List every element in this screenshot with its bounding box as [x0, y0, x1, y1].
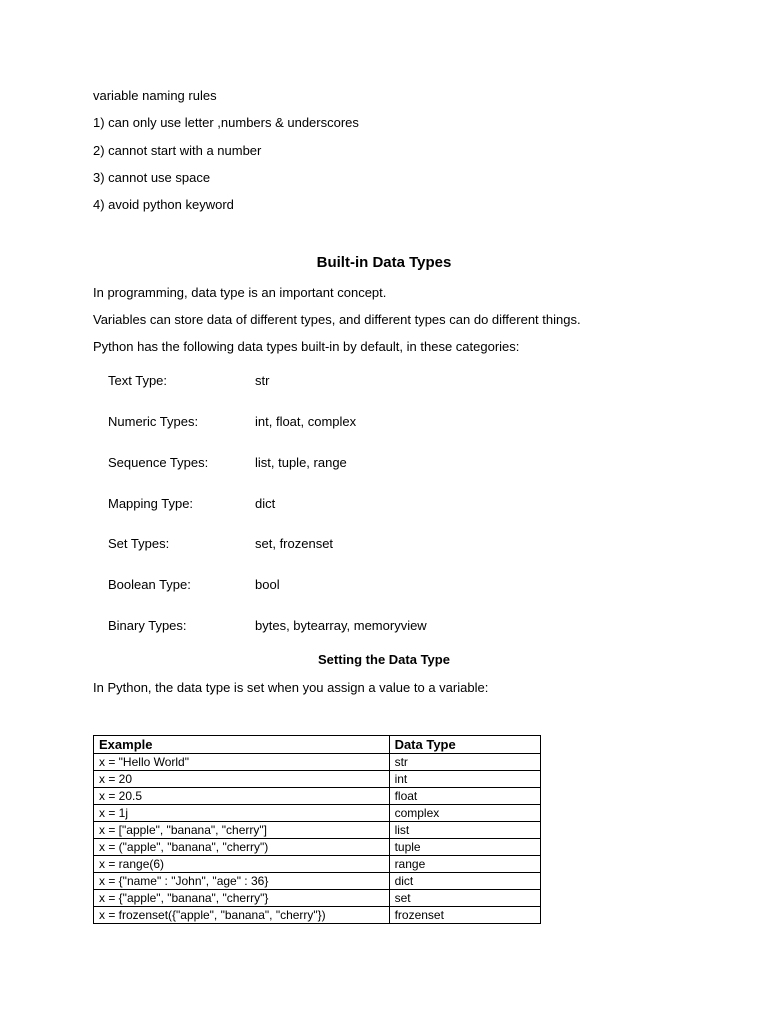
header-example: Example: [94, 736, 390, 754]
table-row: [94, 822, 541, 839]
table-row: [94, 754, 541, 771]
paragraph: Python has the following data types built-in by default, in these categories:: [93, 339, 520, 354]
category-name: Text Type:: [108, 373, 168, 388]
category-name: Binary Types:: [108, 618, 187, 633]
category-types: set, frozenset: [255, 536, 334, 551]
category-types: bytes, bytearray, memoryview: [255, 618, 427, 633]
table-row: [94, 873, 541, 890]
type-cell: tuple: [389, 839, 540, 856]
naming-rule: 1) can only use letter ,numbers & underscores: [93, 115, 359, 130]
naming-rule: 2) cannot start with a number: [93, 143, 262, 158]
example-cell: x = frozenset({"apple", "banana", "cherry"}): [94, 907, 390, 924]
table-row: [94, 788, 541, 805]
category-name: Mapping Type:: [108, 496, 194, 511]
type-cell: dict: [389, 873, 540, 890]
example-cell: x = ["apple", "banana", "cherry"]: [94, 822, 390, 839]
setting-heading: Setting the Data Type: [318, 652, 450, 667]
type-cell: complex: [389, 805, 540, 822]
table-row: [94, 856, 541, 873]
setting-intro: In Python, the data type is set when you assign a value to a variable:: [93, 680, 489, 695]
category-name: Sequence Types:: [108, 455, 209, 470]
category-name: Numeric Types:: [108, 414, 199, 429]
naming-rule: 4) avoid python keyword: [93, 197, 234, 212]
table-row: [94, 771, 541, 788]
category-types: list, tuple, range: [255, 455, 347, 470]
category-types: str: [255, 373, 270, 388]
example-cell: x = "Hello World": [94, 754, 390, 771]
example-cell: x = 1j: [94, 805, 390, 822]
naming-rules-title: variable naming rules: [93, 88, 217, 103]
type-cell: frozenset: [389, 907, 540, 924]
example-cell: x = {"apple", "banana", "cherry"}: [94, 890, 390, 907]
type-cell: set: [389, 890, 540, 907]
category-types: bool: [255, 577, 280, 592]
table-row: [94, 839, 541, 856]
type-cell: float: [389, 788, 540, 805]
naming-rule: 3) cannot use space: [93, 170, 211, 185]
builtin-heading: Built-in Data Types: [316, 254, 452, 271]
paragraph: Variables can store data of different types, and different types can do different things.: [93, 312, 581, 327]
type-cell: int: [389, 771, 540, 788]
category-name: Boolean Type:: [108, 577, 191, 592]
category-types: int, float, complex: [255, 414, 357, 429]
header-data-type: Data Type: [389, 736, 540, 754]
example-cell: x = 20: [94, 771, 390, 788]
type-cell: str: [389, 754, 540, 771]
example-cell: x = {"name" : "John", "age" : 36}: [94, 873, 390, 890]
table-row: [94, 907, 541, 924]
type-cell: list: [389, 822, 540, 839]
example-cell: x = range(6): [94, 856, 390, 873]
type-cell: range: [389, 856, 540, 873]
category-types: dict: [255, 496, 276, 511]
table-row: [94, 805, 541, 822]
example-cell: x = 20.5: [94, 788, 390, 805]
table-row: [94, 890, 541, 907]
paragraph: In programming, data type is an important concept.: [93, 285, 387, 300]
table-header-row: [94, 736, 541, 754]
example-cell: x = ("apple", "banana", "cherry"): [94, 839, 390, 856]
category-name: Set Types:: [108, 536, 170, 551]
data-type-table: [93, 735, 541, 924]
